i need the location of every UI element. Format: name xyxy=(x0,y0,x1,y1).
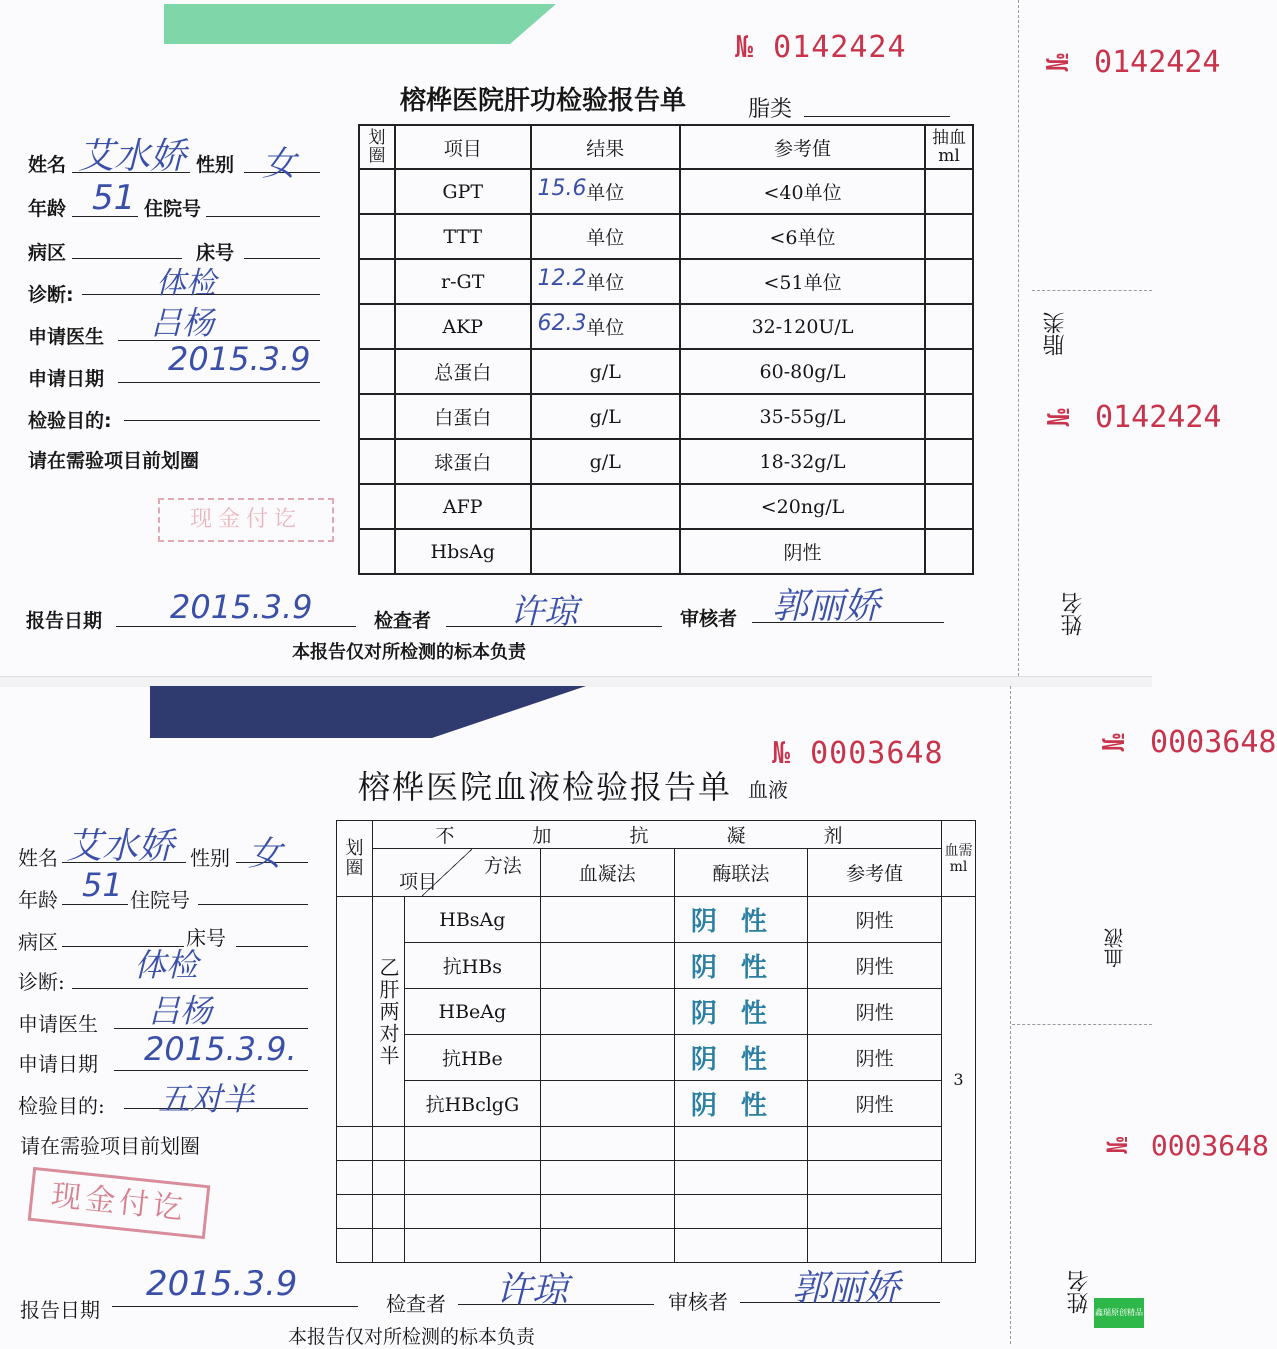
elisa-result-value: 阴性 xyxy=(690,953,791,983)
report-date-label: 报告日期 xyxy=(26,610,103,632)
empty-cell xyxy=(674,1161,808,1195)
elisa-result-value: 阴性 xyxy=(690,999,791,1029)
diagnosis-label: 诊断: xyxy=(28,284,74,306)
stub-serial: № 0003648 xyxy=(1097,725,1277,760)
circle-cell xyxy=(359,439,395,484)
purpose-label: 检验目的: xyxy=(18,1094,105,1118)
blood-ml-cell xyxy=(925,259,973,304)
col-no-anticoagulant: 不 加 抗 凝 剂 xyxy=(372,821,941,849)
circle-cell xyxy=(359,259,395,304)
item-cell: AFP xyxy=(395,484,531,529)
table-row xyxy=(337,989,976,1035)
stub-label: 血液 xyxy=(1103,928,1127,968)
col-reference: 参考值 xyxy=(808,849,942,897)
reference-cell: 32-120U/L xyxy=(680,304,925,349)
blood-ml-cell xyxy=(925,439,973,484)
col-circle: 划圈 xyxy=(337,821,373,897)
empty-cell xyxy=(674,1195,808,1229)
reference-cell: 阴性 xyxy=(808,1035,942,1081)
circle-note: 请在需验项目前划圈 xyxy=(28,450,200,472)
table-row xyxy=(359,214,973,259)
coagulation-cell xyxy=(540,1035,674,1081)
result-cell xyxy=(531,529,680,574)
col-result: 结果 xyxy=(531,125,680,169)
liver-results-table xyxy=(358,124,974,575)
disclaimer: 本报告仅对所检测的标本负责 xyxy=(288,1326,536,1348)
col-reference: 参考值 xyxy=(680,125,925,169)
stub-label: 脂类 xyxy=(1043,312,1068,356)
empty-cell xyxy=(540,1161,674,1195)
empty-cell xyxy=(404,1127,540,1161)
item-cell: AKP xyxy=(395,304,531,349)
table-row xyxy=(337,1081,976,1127)
empty-row xyxy=(337,1229,976,1263)
request-date-label: 申请日期 xyxy=(18,1052,98,1076)
empty-cell xyxy=(540,1195,674,1229)
age-value: 51 xyxy=(82,866,123,904)
table-header-top-row xyxy=(337,821,976,849)
coagulation-cell xyxy=(540,897,674,943)
item-cell: HBeAg xyxy=(404,989,540,1035)
empty-row xyxy=(337,1195,976,1229)
elisa-result-stamp xyxy=(674,897,808,943)
table-row xyxy=(359,484,973,529)
watermark-badge: 鑫瑞原创精品 xyxy=(1094,1298,1144,1328)
group-label: 乙肝两对半 xyxy=(372,897,404,1127)
elisa-result-stamp xyxy=(674,1035,808,1081)
serial-number: № 0142424 xyxy=(735,30,907,65)
name-value: 艾水娇 xyxy=(78,136,187,177)
item-cell: TTT xyxy=(395,214,531,259)
empty-cell xyxy=(372,1195,404,1229)
circle-cell xyxy=(337,897,373,1127)
subtitle-line xyxy=(804,116,950,117)
result-unit: g/L xyxy=(589,360,621,383)
reviewer-label: 审核者 xyxy=(680,608,738,630)
report-title: 榕桦医院肝功检验报告单 xyxy=(400,86,687,116)
name-value: 艾水娇 xyxy=(66,826,175,867)
circle-cell xyxy=(359,304,395,349)
blood-ml-cell xyxy=(925,529,973,574)
result-cell xyxy=(531,169,680,214)
item-cell: r-GT xyxy=(395,259,531,304)
table-row xyxy=(359,259,973,304)
cash-paid-stamp: 现金付讫 xyxy=(28,1167,211,1239)
table-row xyxy=(359,349,973,394)
item-cell: 抗HBe xyxy=(404,1035,540,1081)
reference-cell: <6单位 xyxy=(680,214,925,259)
result-cell xyxy=(531,259,680,304)
result-cell xyxy=(531,439,680,484)
empty-cell xyxy=(540,1229,674,1263)
name-label: 姓名 xyxy=(18,846,58,870)
empty-cell xyxy=(674,1229,808,1263)
elisa-result-stamp xyxy=(674,989,808,1035)
ward-label: 病区 xyxy=(28,242,67,264)
stub-serial-2: № 0003648 xyxy=(1101,1129,1269,1162)
result-unit: 单位 xyxy=(586,182,625,204)
item-cell: HBsAg xyxy=(404,897,540,943)
stub-perforation xyxy=(1010,686,1011,1344)
table-header-row xyxy=(337,849,976,897)
reference-cell: 35-55g/L xyxy=(680,394,925,439)
blood-ml-cell xyxy=(925,349,973,394)
table-row xyxy=(359,529,973,574)
stub-serial-2: № 0142424 xyxy=(1042,400,1222,435)
col-circle: 划圈 xyxy=(359,125,395,169)
empty-cell xyxy=(404,1161,540,1195)
elisa-result-value: 阴性 xyxy=(690,1045,791,1075)
item-cell: 抗HBs xyxy=(404,943,540,989)
empty-cell xyxy=(337,1229,373,1263)
purpose-label: 检验目的: xyxy=(28,410,112,432)
empty-cell xyxy=(372,1161,404,1195)
examiner-signature: 许琼 xyxy=(510,592,578,632)
item-cell: 白蛋白 xyxy=(395,394,531,439)
blood-ml-cell xyxy=(925,304,973,349)
item-cell: HbsAg xyxy=(395,529,531,574)
examiner-label: 检查者 xyxy=(386,1292,446,1316)
bed-label: 床号 xyxy=(196,242,235,264)
result-value: 62.3 xyxy=(537,311,587,336)
result-cell xyxy=(531,484,680,529)
age-value: 51 xyxy=(92,178,136,218)
circle-cell xyxy=(359,349,395,394)
coagulation-cell xyxy=(540,943,674,989)
blood-ml-cell xyxy=(925,484,973,529)
navy-band xyxy=(146,684,592,742)
result-cell xyxy=(531,349,680,394)
empty-row xyxy=(337,1161,976,1195)
table-row xyxy=(337,943,976,989)
request-date-value: 2015.3.9 xyxy=(168,340,311,378)
report-date-value: 2015.3.9 xyxy=(170,588,313,626)
table-row xyxy=(337,1035,976,1081)
gender-value: 女 xyxy=(262,144,296,184)
result-cell xyxy=(531,214,680,259)
item-cell: 球蛋白 xyxy=(395,439,531,484)
diagnosis-value: 体检 xyxy=(134,946,199,984)
table-row xyxy=(337,897,976,943)
request-date-value: 2015.3.9. xyxy=(144,1030,297,1068)
result-unit: 单位 xyxy=(586,227,625,249)
result-cell xyxy=(531,304,680,349)
blood-ml-cell xyxy=(925,214,973,259)
col-item: 项目 xyxy=(395,125,531,169)
reference-cell: 18-32g/L xyxy=(680,439,925,484)
circle-cell xyxy=(359,169,395,214)
col-method: 方法 xyxy=(483,855,522,877)
blood-results-table xyxy=(336,820,976,1263)
elisa-result-value: 阴性 xyxy=(690,907,791,937)
item-cell: 抗HBclgG xyxy=(404,1081,540,1127)
reference-cell: 阴性 xyxy=(680,529,925,574)
bed-label: 床号 xyxy=(186,926,226,950)
examiner-label: 检查者 xyxy=(374,610,432,632)
ward-label: 病区 xyxy=(18,930,58,954)
age-label: 年龄 xyxy=(28,198,67,220)
empty-cell xyxy=(337,1161,373,1195)
gender-value: 女 xyxy=(248,834,282,874)
doctor-value: 吕杨 xyxy=(148,992,213,1030)
reference-cell: <51单位 xyxy=(680,259,925,304)
doctor-value: 吕杨 xyxy=(150,304,215,342)
circle-cell xyxy=(359,394,395,439)
elisa-result-value: 阴性 xyxy=(690,1091,791,1121)
reference-cell: 阴性 xyxy=(808,1081,942,1127)
col-coagulation: 血凝法 xyxy=(540,849,674,897)
col-blood-ml: 血需ml xyxy=(942,821,976,897)
item-cell: GPT xyxy=(395,169,531,214)
blood-ml-cell: 3 xyxy=(942,897,976,1263)
serial-number: № 0003648 xyxy=(772,736,944,771)
item-cell: 总蛋白 xyxy=(395,349,531,394)
green-band xyxy=(160,0,560,48)
empty-cell xyxy=(337,1127,373,1161)
result-unit: 单位 xyxy=(586,317,625,339)
coagulation-cell xyxy=(540,1081,674,1127)
reviewer-signature: 郭丽娇 xyxy=(792,1268,901,1309)
stub-name-label: 姓名 xyxy=(1067,1270,1092,1314)
empty-cell xyxy=(404,1195,540,1229)
gender-label: 性别 xyxy=(190,846,230,870)
doctor-label: 申请医生 xyxy=(18,1012,98,1036)
report-title: 榕桦医院血液检验报告单 xyxy=(358,768,733,806)
examiner-signature: 许琼 xyxy=(496,1270,569,1311)
empty-cell xyxy=(372,1229,404,1263)
doctor-label: 申请医生 xyxy=(28,326,105,348)
empty-cell xyxy=(540,1127,674,1161)
coagulation-cell xyxy=(540,989,674,1035)
stub-perforation xyxy=(1018,0,1019,676)
blood-ml-cell xyxy=(925,394,973,439)
result-unit: g/L xyxy=(589,450,621,473)
request-date-label: 申请日期 xyxy=(28,368,105,390)
empty-cell xyxy=(337,1195,373,1229)
empty-cell xyxy=(808,1195,942,1229)
report-subtitle: 血液 xyxy=(748,778,788,802)
reference-cell: 阴性 xyxy=(808,897,942,943)
table-header-row xyxy=(359,125,973,169)
blood-ml-cell xyxy=(925,169,973,214)
age-label: 年龄 xyxy=(18,888,58,912)
result-value: 12.2 xyxy=(537,266,587,291)
result-unit: g/L xyxy=(589,405,621,428)
elisa-result-stamp xyxy=(674,1081,808,1127)
col-blood-ml: 抽血ml xyxy=(925,125,973,169)
reference-cell: 阴性 xyxy=(808,989,942,1035)
subtitle-label: 脂类 xyxy=(748,97,793,122)
empty-cell xyxy=(808,1127,942,1161)
cash-paid-stamp: 现金付讫 xyxy=(158,498,334,542)
table-row xyxy=(359,304,973,349)
stub-name-label: 姓名 xyxy=(1061,592,1086,636)
empty-cell xyxy=(808,1161,942,1195)
reference-cell: <40单位 xyxy=(680,169,925,214)
stub-serial: № 0142424 xyxy=(1041,45,1221,80)
reviewer-signature: 郭丽娇 xyxy=(772,586,881,627)
reviewer-label: 审核者 xyxy=(668,1290,728,1314)
report-date-value: 2015.3.9 xyxy=(146,1264,298,1304)
table-row xyxy=(359,439,973,484)
result-value: 15.6 xyxy=(537,176,587,201)
admission-label: 住院号 xyxy=(130,888,190,912)
empty-row xyxy=(337,1127,976,1161)
diagnosis-value: 体检 xyxy=(156,266,216,301)
reference-cell: 阴性 xyxy=(808,943,942,989)
circle-cell xyxy=(359,484,395,529)
elisa-result-stamp xyxy=(674,943,808,989)
result-unit: 单位 xyxy=(586,272,625,294)
empty-cell xyxy=(808,1229,942,1263)
reference-cell: 60-80g/L xyxy=(680,349,925,394)
empty-cell xyxy=(674,1127,808,1161)
col-elisa: 酶联法 xyxy=(674,849,808,897)
admission-label: 住院号 xyxy=(144,198,202,220)
empty-cell xyxy=(404,1229,540,1263)
report-date-label: 报告日期 xyxy=(20,1298,100,1322)
gender-label: 性别 xyxy=(196,154,235,176)
col-item: 项目 xyxy=(398,871,437,893)
result-cell xyxy=(531,394,680,439)
table-row xyxy=(359,169,973,214)
circle-cell xyxy=(359,214,395,259)
circle-note: 请在需验项目前划圈 xyxy=(20,1134,200,1158)
name-label: 姓名 xyxy=(28,154,67,176)
empty-cell xyxy=(372,1127,404,1161)
disclaimer: 本报告仅对所检测的标本负责 xyxy=(292,642,526,663)
reference-cell: <20ng/L xyxy=(680,484,925,529)
circle-cell xyxy=(359,529,395,574)
purpose-value: 五对半 xyxy=(158,1080,255,1118)
table-row xyxy=(359,394,973,439)
diagnosis-label: 诊断: xyxy=(18,970,65,994)
